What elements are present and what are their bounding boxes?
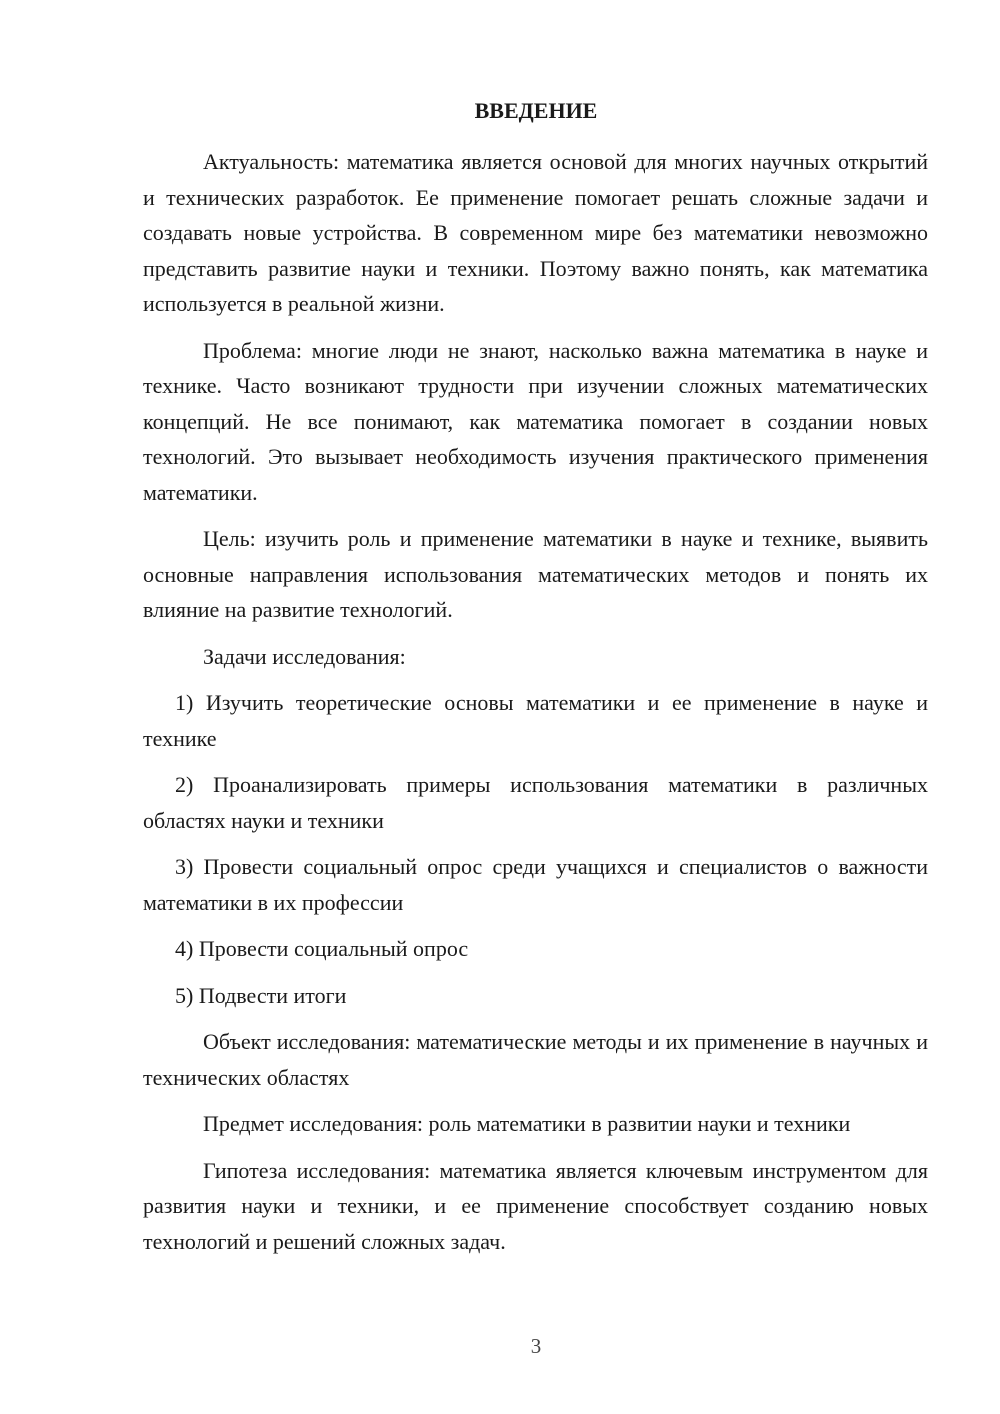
paragraph-subject: Предмет исследования: роль математики в развитии науки и техники — [203, 1111, 851, 1136]
page-number: 3 — [530, 1334, 542, 1358]
task-item-2: 2) Проанализировать примеры использования математики в различных областях науки и техники — [143, 772, 928, 833]
task-item-3: 3) Провести социальный опрос среди учащихся и специалистов о важности математики в их профессии — [143, 854, 928, 915]
paragraph-hypothesis: Гипотеза исследования: математика является ключевым инструментом для развития науки и техники, и ее применение способствует созданию новых технологий и решений сложных задач. — [143, 1157, 928, 1254]
task-item-4: 4) Провести социальный опрос — [175, 936, 469, 961]
paragraph-goal: Цель: изучить роль и применение математики в науке и технике, выявить основные направления использования математических методов и понять их влияние на развитие технологий. — [143, 526, 928, 622]
paragraph-object: Объект исследования: математические методы и их применение в научных и технических областях — [143, 1029, 928, 1090]
page-title: ВВЕДЕНИЕ — [474, 98, 598, 123]
document-body — [143, 144, 928, 1270]
tasks-heading: Задачи исследования: — [203, 643, 406, 669]
task-item-5: 5) Подвести итоги — [175, 982, 347, 1008]
paragraph-relevance: Актуальность: математика является основой для многих научных открытий и технических разработок. Ее применение помогает решать сложные задачи и создавать новые устройства. В современном мире без математики невозможно представить развитие науки и техники. Поэтому важно понять, как математика используется в реальной жизни. — [143, 149, 928, 316]
paragraph-problem: Проблема: многие люди не знают, насколько важна математика в науке и технике. Часто возникают трудности при изучении сложных математических концепций. Не все понимают, как математика помогает в создании новых технологий. Это вызывает необходимость изучения практического применения математики. — [143, 337, 928, 505]
task-item-1: 1) Изучить теоретические основы математики и ее применение в науке и технике — [143, 690, 928, 751]
